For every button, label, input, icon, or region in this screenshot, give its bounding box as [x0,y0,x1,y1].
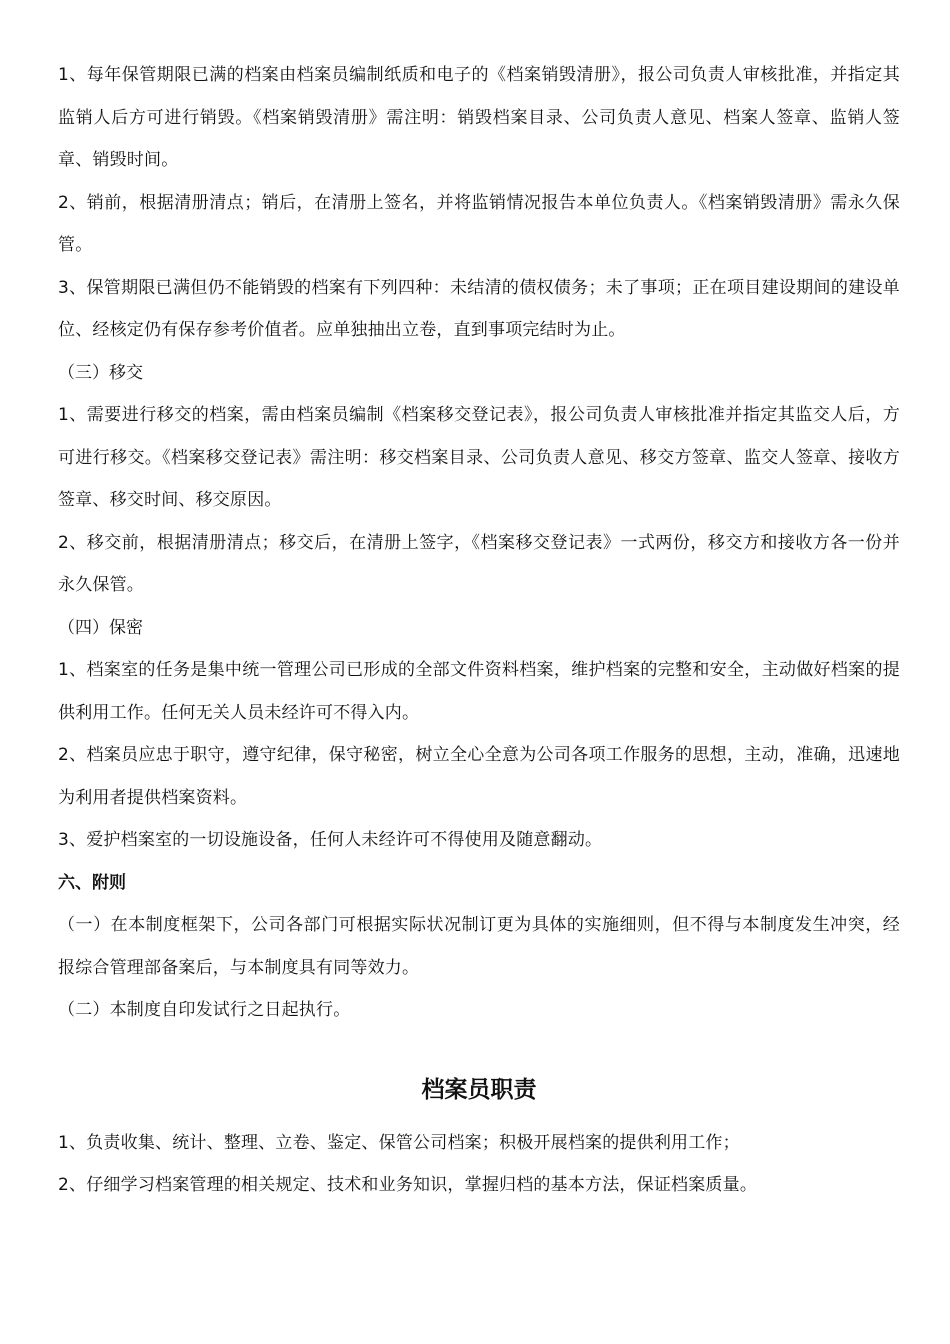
destruction-item-1: 1、每年保管期限已满的档案由档案员编制纸质和电子的《档案销毁清册》，报公司负责人审核批准，并指定其监销人后方可进行销毁。《档案销毁清册》需注明：销毁档案目录、公司负责人意见、档案人签章、监销人签章、销毁时间。 [58,65,900,170]
appendix-item-2: （二）本制度自印发试行之日起执行。 [58,1000,351,1020]
document-page [58,54,900,1207]
secrecy-item-3: 3、爱护档案室的一切设施设备，任何人未经许可不得使用及随意翻动。 [58,830,603,850]
destruction-item-3: 3、保管期限已满但仍不能销毁的档案有下列四种：未结清的债权债务；未了事项；正在项目建设期间的建设单位、经核定仍有保存参考价值者。应单独抽出立卷，直到事项完结时为止。 [58,277,900,340]
duties-title: 档案员职责 [421,1076,537,1103]
appendix-heading: 六、附则 [58,872,126,893]
transfer-section [58,352,900,607]
duties-item-1: 1、负责收集、统计、整理、立卷、鉴定、保管公司档案；积极开展档案的提供利用工作； [58,1132,740,1153]
duties-item-2: 2、仔细学习档案管理的相关规定、技术和业务知识，掌握归档的基本方法，保证档案质量。 [58,1175,758,1195]
appendix-section [58,862,900,1032]
secrecy-heading: （四）保密 [58,617,143,638]
secrecy-section [58,607,900,862]
transfer-item-2: 2、移交前，根据清册清点；移交后，在清册上签字，《档案移交登记表》一式两份，移交方和接收方各一份并永久保管。 [58,532,900,595]
duties-section [58,1032,900,1207]
destruction-section [58,54,900,352]
secrecy-item-1: 1、档案室的任务是集中统一管理公司已形成的全部文件资料档案，维护档案的完整和安全，主动做好档案的提供利用工作。任何无关人员未经许可不得入内。 [58,660,900,723]
destruction-item-2: 2、销前，根据清册清点；销后，在清册上签名，并将监销情况报告本单位负责人。《档案销毁清册》需永久保管。 [58,192,900,255]
transfer-item-1: 1、需要进行移交的档案，需由档案员编制《档案移交登记表》，报公司负责人审核批准并指定其监交人后，方可进行移交。《档案移交登记表》需注明：移交档案目录、公司负责人意见、移交方签章、监交人签章、接收方签章、移交时间、移交原因。 [58,405,900,510]
secrecy-item-2: 2、档案员应忠于职守，遵守纪律，保守秘密，树立全心全意为公司各项工作服务的思想，主动，准确，迅速地为利用者提供档案资料。 [58,745,900,808]
transfer-heading: （三）移交 [58,362,143,383]
appendix-item-1: （一）在本制度框架下，公司各部门可根据实际状况制订更为具体的实施细则，但不得与本制度发生冲突，经报综合管理部备案后，与本制度具有同等效力。 [58,915,900,978]
